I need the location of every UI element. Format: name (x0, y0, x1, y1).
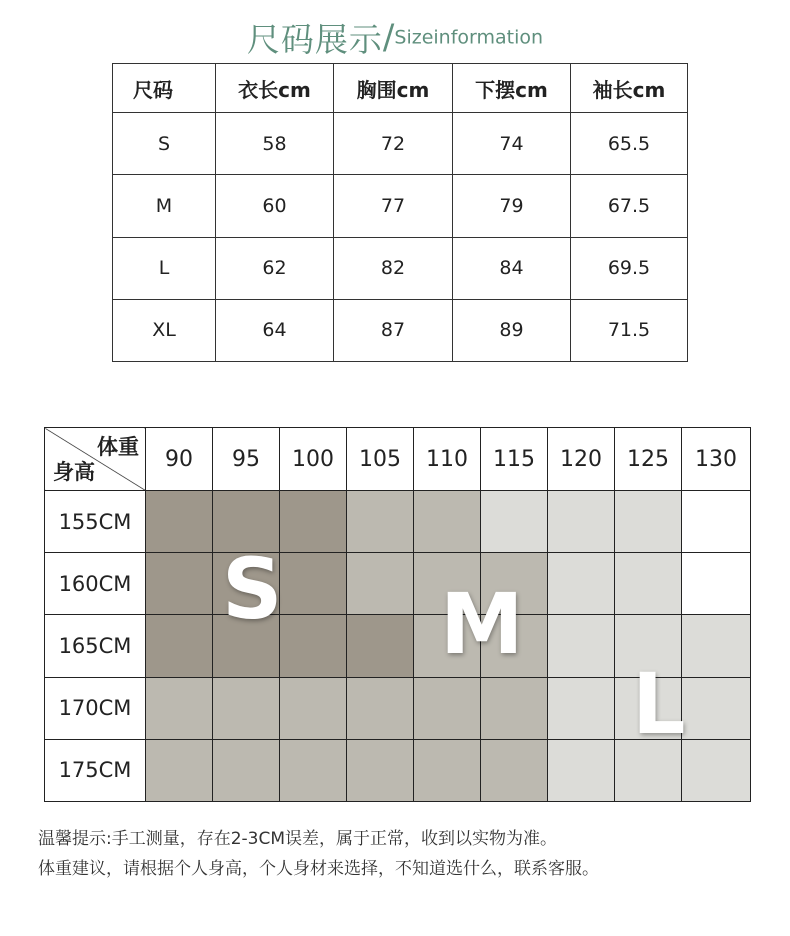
size-cell-m (347, 677, 414, 739)
size-cell-m (146, 677, 213, 739)
size-cell-l (682, 739, 751, 801)
size-header-chest: 胸围cm (334, 64, 453, 113)
size-cell-s (146, 615, 213, 677)
size-cell: 58 (216, 113, 334, 175)
size-header-hem: 下摆cm (453, 64, 571, 113)
size-cell-l (548, 739, 615, 801)
title-chinese: 尺码展示 (246, 20, 383, 59)
height-label: 160CM (45, 553, 146, 615)
size-cell-m (414, 739, 481, 801)
weight-header: 110 (414, 428, 481, 491)
size-cell-l (615, 553, 682, 615)
note-line-1: 温馨提示:手工测量，存在2-3CM误差，属于正常，收到以实物为准。 (38, 829, 558, 849)
size-cell: 74 (453, 113, 571, 175)
size-cell: L (113, 237, 216, 299)
size-cell-m (481, 677, 548, 739)
height-label: 170CM (45, 677, 146, 739)
size-cell: 82 (334, 237, 453, 299)
size-cell: 62 (216, 237, 334, 299)
size-cell-m (347, 491, 414, 553)
size-cell: 84 (453, 237, 571, 299)
height-label: 155CM (45, 491, 146, 553)
weight-header: 100 (280, 428, 347, 491)
size-cell: 79 (453, 175, 571, 237)
size-l-overlay: L (632, 655, 686, 753)
weight-header: 115 (481, 428, 548, 491)
size-cell-m (213, 677, 280, 739)
size-cell: 72 (334, 113, 453, 175)
page-title (0, 14, 790, 61)
size-cell-m (481, 739, 548, 801)
size-cell-s (146, 553, 213, 615)
notes (38, 824, 599, 884)
grid-row (45, 491, 751, 553)
weight-header: 120 (548, 428, 615, 491)
size-cell-m (146, 739, 213, 801)
size-cell-s (280, 491, 347, 553)
size-cell: M (113, 175, 216, 237)
size-cell-none (682, 491, 751, 553)
corner-cell (45, 428, 146, 491)
size-s-overlay: S (222, 540, 283, 638)
size-cell: 67.5 (571, 175, 688, 237)
size-cell: 77 (334, 175, 453, 237)
size-cell-l (548, 677, 615, 739)
size-cell: 71.5 (571, 299, 688, 361)
size-row-s (113, 113, 688, 175)
size-row-xl (113, 299, 688, 361)
size-cell: 89 (453, 299, 571, 361)
size-cell: 69.5 (571, 237, 688, 299)
size-cell-s (280, 553, 347, 615)
size-cell-l (682, 615, 751, 677)
size-cell-m (280, 677, 347, 739)
size-cell: 65.5 (571, 113, 688, 175)
size-header-sleeve: 袖长cm (571, 64, 688, 113)
height-label: 165CM (45, 615, 146, 677)
size-table (112, 63, 688, 362)
size-cell-s (146, 491, 213, 553)
size-m-overlay: M (440, 575, 524, 673)
size-cell-l (548, 615, 615, 677)
size-cell-m (347, 553, 414, 615)
note-line-2: 体重建议，请根据个人身高，个人身材来选择，不知道选什么，联系客服。 (38, 859, 599, 879)
size-header-length: 衣长cm (216, 64, 334, 113)
size-cell-l (548, 553, 615, 615)
size-cell: 60 (216, 175, 334, 237)
size-cell: 87 (334, 299, 453, 361)
size-cell-s (280, 615, 347, 677)
size-row-l (113, 237, 688, 299)
height-label: 175CM (45, 739, 146, 801)
title-english: Sizeinformation (394, 26, 544, 49)
size-cell-l (682, 677, 751, 739)
size-cell-m (213, 739, 280, 801)
size-cell-l (615, 491, 682, 553)
corner-weight-label: 体重 (97, 435, 139, 459)
size-cell-l (481, 491, 548, 553)
size-cell-l (548, 491, 615, 553)
size-cell-m (414, 491, 481, 553)
title-slash: / (382, 17, 395, 58)
size-cell: S (113, 113, 216, 175)
size-cell: 64 (216, 299, 334, 361)
weight-header: 130 (682, 428, 751, 491)
size-cell-s (347, 615, 414, 677)
weight-header: 95 (213, 428, 280, 491)
size-cell-m (347, 739, 414, 801)
size-row-m (113, 175, 688, 237)
weight-header: 90 (146, 428, 213, 491)
weight-header: 105 (347, 428, 414, 491)
size-cell-m (414, 677, 481, 739)
size-header-size: 尺码 (113, 64, 216, 113)
size-cell-none (682, 553, 751, 615)
size-cell: XL (113, 299, 216, 361)
corner-height-label: 身高 (53, 460, 95, 485)
grid-row (45, 553, 751, 615)
size-cell-m (280, 739, 347, 801)
weight-header: 125 (615, 428, 682, 491)
